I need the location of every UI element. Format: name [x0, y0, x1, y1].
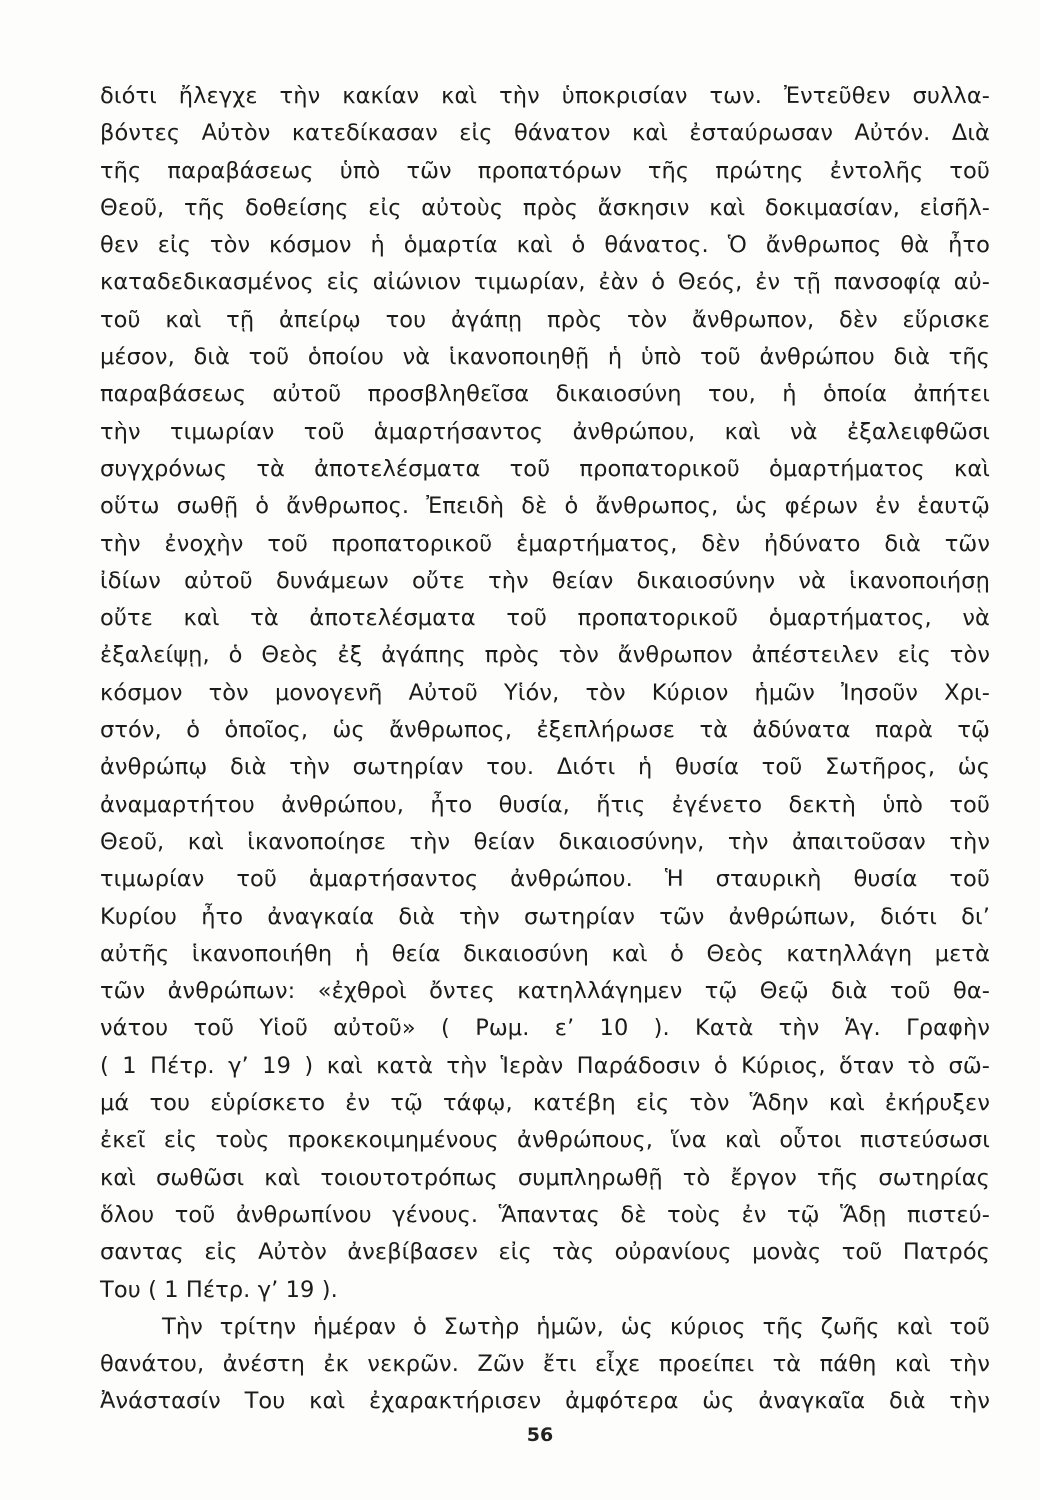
page-number: 56: [526, 1424, 554, 1446]
text-line: Τὴν τρίτην ἡμέραν ὁ Σωτὴρ ἡμῶν, ὡς κύριος τῆς ζωῆς καὶ τοῦ: [162, 1313, 990, 1340]
text-line: οὕτω σωθῇ ὁ ἄνθρωπος. Ἐπειδὴ δὲ ὁ ἄνθρωπος, ὡς φέρων ἐν ἑαυτῷ: [100, 493, 990, 520]
text-line: στόν, ὁ ὁποῖος, ὡς ἄνθρωπος, ἐξεπλήρωσε τὰ ἀδύνατα παρὰ τῷ: [100, 717, 990, 744]
text-line: καὶ σωθῶσι καὶ τοιουτοτρόπως συμπληρωθῇ τὸ ἔργον τῆς σωτηρίας: [100, 1164, 990, 1191]
paragraph: [100, 78, 990, 1309]
text-line: καταδεδικασμένος εἰς αἰώνιον τιμωρίαν, ἐὰν ὁ Θεός, ἐν τῇ πανσοφίᾳ αὐ-: [100, 269, 990, 296]
text-line: νάτου τοῦ Υἱοῦ αὐτοῦ» ( Ρωμ. ε’ 10 ). Κατὰ τὴν Ἁγ. Γραφὴν: [100, 1015, 990, 1042]
text-line: κόσμον τὸν μονογενῆ Αὐτοῦ Υἱόν, τὸν Κύριον ἡμῶν Ἰησοῦν Χρι-: [100, 679, 990, 706]
text-line: οὔτε καὶ τὰ ἀποτελέσματα τοῦ προπατορικοῦ ὁμαρτήματος, νὰ: [100, 605, 990, 632]
text-line: συγχρόνως τὰ ἀποτελέσματα τοῦ προπατορικοῦ ὁμαρτήματος καὶ: [100, 455, 990, 482]
text-line: διότι ἤλεγχε τὴν κακίαν καὶ τὴν ὑποκρισίαν των. Ἐντεῦθεν συλλα-: [100, 83, 990, 109]
text-line: ἀνθρώπῳ διὰ τὴν σωτηρίαν του. Διότι ἡ θυσία τοῦ Σωτῆρος, ὡς: [100, 754, 990, 781]
text-line: ἐκεῖ εἰς τοὺς προκεκοιμημένους ἀνθρώπους, ἵνα καὶ οὗτοι πιστεύσωσι: [100, 1127, 990, 1154]
text-line: Του ( 1 Πέτρ. γ’ 19 ).: [100, 1276, 338, 1303]
text-line: τιμωρίαν τοῦ ἁμαρτήσαντος ἀνθρώπου. Ἡ σταυρικὴ θυσία τοῦ: [100, 866, 990, 893]
text-line: τοῦ καὶ τῇ ἀπείρῳ του ἀγάπῃ πρὸς τὸν ἄνθρωπον, δὲν εὕρισκε: [100, 306, 990, 333]
text-line: μά του εὑρίσκετο ἐν τῷ τάφῳ, κατέβη εἰς τὸν Ἅδην καὶ ἐκήρυξεν: [100, 1090, 990, 1117]
paragraph: [100, 1309, 990, 1421]
text-line: παραβάσεως αὐτοῦ προσβληθεῖσα δικαιοσύνη του, ἡ ὁποία ἀπήτει: [100, 381, 990, 408]
text-line: ὅλου τοῦ ἀνθρωπίνου γένους. Ἅπαντας δὲ τοὺς ἐν τῷ Ἅδῃ πιστεύ-: [100, 1201, 990, 1228]
text-line: βόντες Αὐτὸν κατεδίκασαν εἰς θάνατον καὶ ἐσταύρωσαν Αὐτόν. Διὰ: [100, 120, 990, 147]
body-text: [100, 78, 990, 1421]
text-line: αὐτῆς ἱκανοποιήθη ἡ θεία δικαιοσύνη καὶ ὁ Θεὸς κατηλλάγη μετὰ: [100, 940, 990, 967]
text-line: τὴν τιμωρίαν τοῦ ἁμαρτήσαντος ἀνθρώπου, καὶ νὰ ἐξαλειφθῶσι: [100, 418, 990, 445]
text-line: τὴν ἐνοχὴν τοῦ προπατορικοῦ ἑμαρτήματος, δὲν ἠδύνατο διὰ τῶν: [100, 530, 990, 557]
text-line: ( 1 Πέτρ. γ’ 19 ) καὶ κατὰ τὴν Ἱερὰν Παράδοσιν ὁ Κύριος, ὅταν τὸ σῶ-: [100, 1052, 990, 1079]
text-line: μέσον, διὰ τοῦ ὁποίου νὰ ἱκανοποιηθῇ ἡ ὑπὸ τοῦ ἀνθρώπου διὰ τῆς: [100, 344, 990, 371]
text-line: ἐξαλείψῃ, ὁ Θεὸς ἐξ ἀγάπης πρὸς τὸν ἄνθρωπον ἀπέστειλεν εἰς τὸν: [100, 642, 990, 669]
text-line: τῆς παραβάσεως ὑπὸ τῶν προπατόρων τῆς πρώτης ἐντολῆς τοῦ: [100, 157, 990, 184]
text-line: Θεοῦ, τῆς δοθείσης εἰς αὐτοὺς πρὸς ἄσκησιν καὶ δοκιμασίαν, εἰσῆλ-: [100, 194, 990, 221]
text-line: ἰδίων αὐτοῦ δυνάμεων οὔτε τὴν θείαν δικαιοσύνην νὰ ἱκανοποιήσῃ: [100, 567, 990, 594]
text-line: σαντας εἰς Αὐτὸν ἀνεβίβασεν εἰς τὰς οὐρανίους μονὰς τοῦ Πατρός: [100, 1239, 990, 1266]
text-line: θεν εἰς τὸν κόσμον ἡ ὁμαρτία καὶ ὁ θάνατος. Ὁ ἄνθρωπος θὰ ἦτο: [100, 232, 990, 259]
text-line: ἀναμαρτήτου ἀνθρώπου, ἦτο θυσία, ἥτις ἐγένετο δεκτὴ ὑπὸ τοῦ: [100, 791, 990, 818]
text-line: Θεοῦ, καὶ ἱκανοποίησε τὴν θείαν δικαιοσύνην, τὴν ἀπαιτοῦσαν τὴν: [100, 828, 990, 855]
text-line: Ἀνάστασίν Του καὶ ἐχαρακτήρισεν ἀμφότερα ὡς ἀναγκαῖα διὰ τὴν: [100, 1388, 990, 1415]
text-line: τῶν ἀνθρώπων: «ἐχθροὶ ὄντες κατηλλάγημεν τῷ Θεῷ διὰ τοῦ θα-: [100, 978, 990, 1005]
text-line: θανάτου, ἀνέστη ἐκ νεκρῶν. Ζῶν ἔτι εἶχε προείπει τὰ πάθη καὶ τὴν: [100, 1351, 990, 1378]
text-line: Κυρίου ἦτο ἀναγκαία διὰ τὴν σωτηρίαν τῶν ἀνθρώπων, διότι δι’: [100, 903, 990, 930]
